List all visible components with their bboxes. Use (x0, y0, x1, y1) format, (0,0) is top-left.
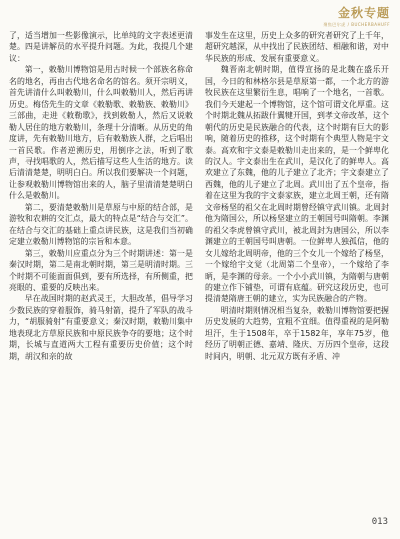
paragraph: 第一，敕勒川博物馆是用古时候一个部族名称命名的地名，再由古代地名命名的馆名。须开宗明义，首先讲清什么叫敕勒川，什么叫敕勒川人，然后再讲历史。梅岱先生的文章《敕勒歌、敕勒族、敕勒川》三部曲，走进《敕勒歌》，找到敕勒人，然后又说敕勒人居住的地方敕勒川，条理十分清晰。从历史的角度讲，先有敕勒川地方，后有敕勒族人群，之后唱出一首民歌。作者逆溯历史，用倒序之法，听到了歌声，寻找唱歌的人，然后描写这些人生活的地方。读后清清楚楚，明明白白。所以我们要解决一个问题，让参观敕勒川博物馆出来的人，脑子里清清楚楚明白什么是敕勒川。 (9, 65, 193, 201)
page-number: 013 (371, 517, 388, 527)
left-text-column (9, 30, 193, 362)
magazine-header (323, 4, 390, 28)
paragraph: 第二，要清楚敕勒川是草原与中原的结合部，是游牧和农耕的交汇点，最大的特点是“结合与交汇”。在结合与交汇的基础上重点讲民族，这是我们当初确定建立敕勒川博物馆的宗旨和本意。 (9, 202, 193, 247)
paragraph: 早在战国时期的赵武灵王，大胆改革，倡导学习少数民族的穿着服饰，骑马射箭，提升了军队的战斗力，“胡服骑射”有重要意义；秦汉时期，敕勒川集中地表现北方草原民族和中原民族争夺的要地；这个时期，长城与直道两大工程有重要历史价值；这个时期，胡汉和亲的故 (9, 294, 193, 361)
paragraph: 明清时期则情况相当复杂，敕勒川博物馆要把握历史发展的大趋势，宜粗不宜细。值得重视的是阿勒坦汗，生于1508年，卒于1582年，享年75岁，他经历了明朝正德、嘉靖、隆庆、万历四个皇帝，这段时间内，明朝、北元双方既有矛盾、冲 (205, 305, 389, 361)
column-title: 金秋专题 (337, 6, 390, 20)
paragraph: 了，适当增加一些影像演示，比单纯的文字表述更清楚。四是讲解员的水平提升问题。为此，我提几个建议： (9, 31, 193, 63)
paragraph: 魏晋南北朝时期，值得宣扬的是北魏在盛乐开国，今日的和林格尔县是草原第一都，一个北方的游牧民族在这里繁衍生息，唱响了一个地名，一首歌。我们今天建起一个博物馆，这个馆可谓文化厚重。这个时期北魏从拓跋什翼犍开国，到孝文帝改革，这个朝代的历史是民族融合的代表，这个时期有巨大的影响，随着历史的推移，这个时期有个典型人物是宇文泰。高欢和宇文泰是敕勒川走出来的，是一个鲜卑化的汉人。宇文泰出生在武川，是汉化了的鲜卑人。高欢建立了东魏，他的儿子建立了北齐；宇文泰建立了西魏，他的儿子建立了北周。武川出了五个皇帝，指着在这里为我的宇文泰家族，建立北周王朝，还有隋文帝杨坚的祖父在北周时期曾经镇守武川镇。北周封他为隋国公，所以杨坚建立的王朝国号叫隋朝。李渊的祖父李虎曾镇守武川，被北周封为唐国公，所以李渊建立的王朝国号叫唐朝。一位鲜卑人独孤信，他的女儿嫁给北周明帝，他的三个女儿一个嫁给了杨坚，一个嫁给宇文觉（北周第二个皇帝），一个嫁给了李昞，是李渊的母亲。一个小小武川镇，为隋朝与唐朝的建立作下铺垫，可谓有底蕴。研究这段历史，也可提清楚隋唐王朝的建立，实为民族融合的产物。 (205, 65, 389, 304)
paragraph: 事发生在这里，历史上众多的研究者研究了上千年，超研究越深，从中找出了民族团结、相融和谐，对中华民族的形成、发展有重要意义。 (205, 31, 389, 63)
right-text-column (205, 30, 389, 362)
column-subtitle: 聚焦巴尔虎 / BUCHERBAHUFF (323, 22, 390, 27)
paragraph: 第三，敕勒川应重点分为三个时期讲述：第一是秦汉时期，第二是南北朝时期，第三是明清时期。三个时期不可能面面俱到，要有所选择，有所侧重，把亮眼的、重要的反映出来。 (9, 248, 193, 292)
